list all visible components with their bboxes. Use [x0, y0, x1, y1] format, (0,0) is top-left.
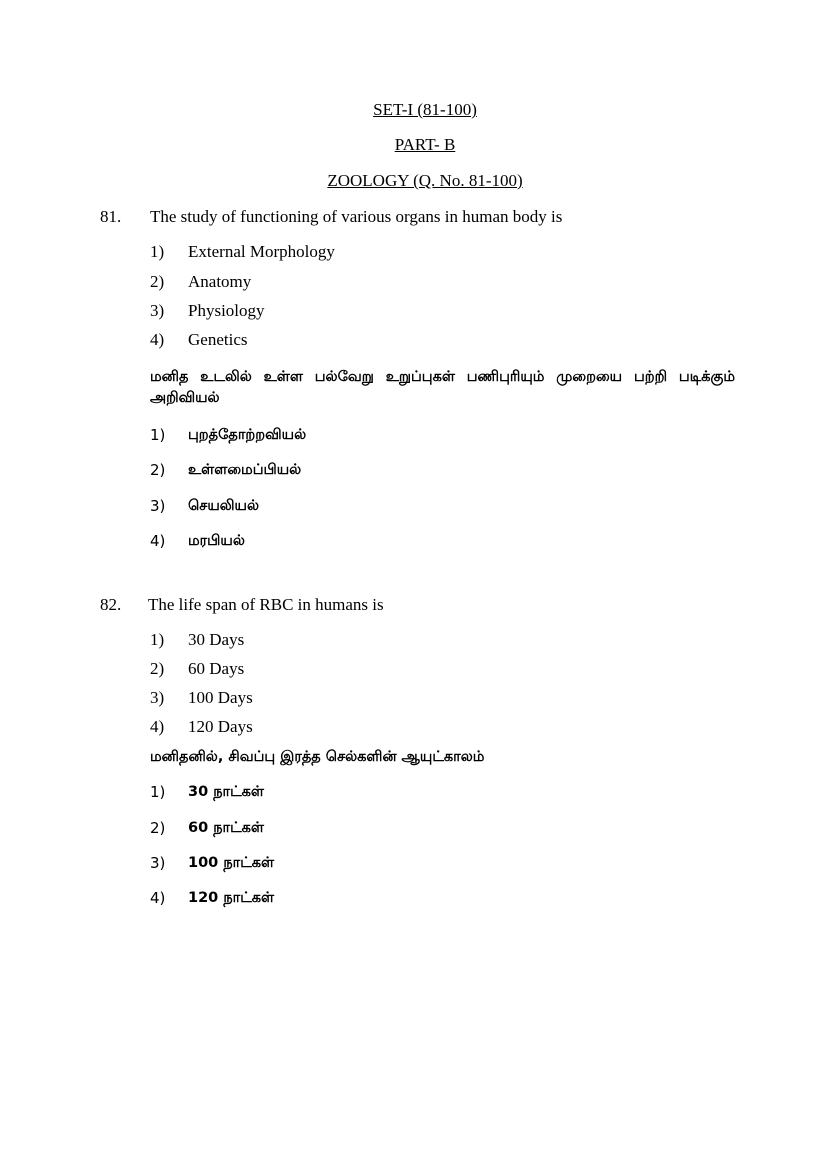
- option-number: 2): [150, 659, 165, 678]
- tamil-option-label: 60 நாட்கள்: [188, 820, 265, 836]
- tamil-option-label: 100 நாட்கள்: [188, 855, 275, 871]
- question-number: 81.: [100, 207, 122, 226]
- option-label: 30 Days: [188, 630, 245, 649]
- option-label: Anatomy: [188, 272, 252, 291]
- part-heading: PART- B: [394, 135, 456, 154]
- tamil-option-label: மரபியல்: [188, 533, 245, 549]
- option-label: 120 Days: [188, 717, 253, 736]
- option-label: 100 Days: [188, 688, 253, 707]
- option-label: 60 Days: [188, 659, 245, 678]
- option-number: 4): [150, 330, 165, 349]
- tamil-option-number: 2): [150, 461, 166, 479]
- tamil-option-label: புறத்தோற்றவியல்: [188, 427, 307, 443]
- option-label: External Morphology: [188, 242, 335, 261]
- question-text: The life span of RBC in humans is: [148, 595, 384, 614]
- tamil-option-number: 1): [150, 426, 166, 444]
- tamil-option-number: 4): [150, 532, 166, 550]
- tamil-option-number: 3): [150, 497, 166, 515]
- option-label: Physiology: [188, 301, 265, 320]
- option-number: 3): [150, 301, 165, 320]
- tamil-option-label: உள்ளமைப்பியல்: [188, 462, 302, 478]
- tamil-option-label: 30 நாட்கள்: [188, 784, 265, 800]
- question-number: 82.: [100, 595, 122, 614]
- option-label: Genetics: [188, 330, 248, 349]
- tamil-question-text: மனிதனில், சிவப்பு இரத்த செல்களின் ஆயுட்காலம்: [150, 749, 485, 765]
- set-heading: SET-I (81-100): [373, 100, 477, 119]
- option-number: 2): [150, 272, 165, 291]
- question-text: The study of functioning of various organs in human body is: [150, 207, 563, 226]
- option-number: 3): [150, 688, 165, 707]
- tamil-question-text: மனித உடலில் உள்ள பல்வேறு உறுப்புகள் பணிபுரியும் முறையை பற்றி படிக்கும் அறிவியல்: [150, 369, 735, 406]
- tamil-option-number: 2): [150, 819, 166, 837]
- tamil-option-number: 3): [150, 854, 166, 872]
- option-number: 1): [150, 630, 165, 649]
- tamil-option-label: 120 நாட்கள்: [188, 890, 275, 906]
- tamil-option-number: 4): [150, 889, 166, 907]
- tamil-option-label: செயலியல்: [188, 498, 259, 514]
- tamil-option-number: 1): [150, 783, 166, 801]
- subject-heading: ZOOLOGY (Q. No. 81-100): [327, 171, 523, 190]
- option-number: 1): [150, 242, 165, 261]
- option-number: 4): [150, 717, 165, 736]
